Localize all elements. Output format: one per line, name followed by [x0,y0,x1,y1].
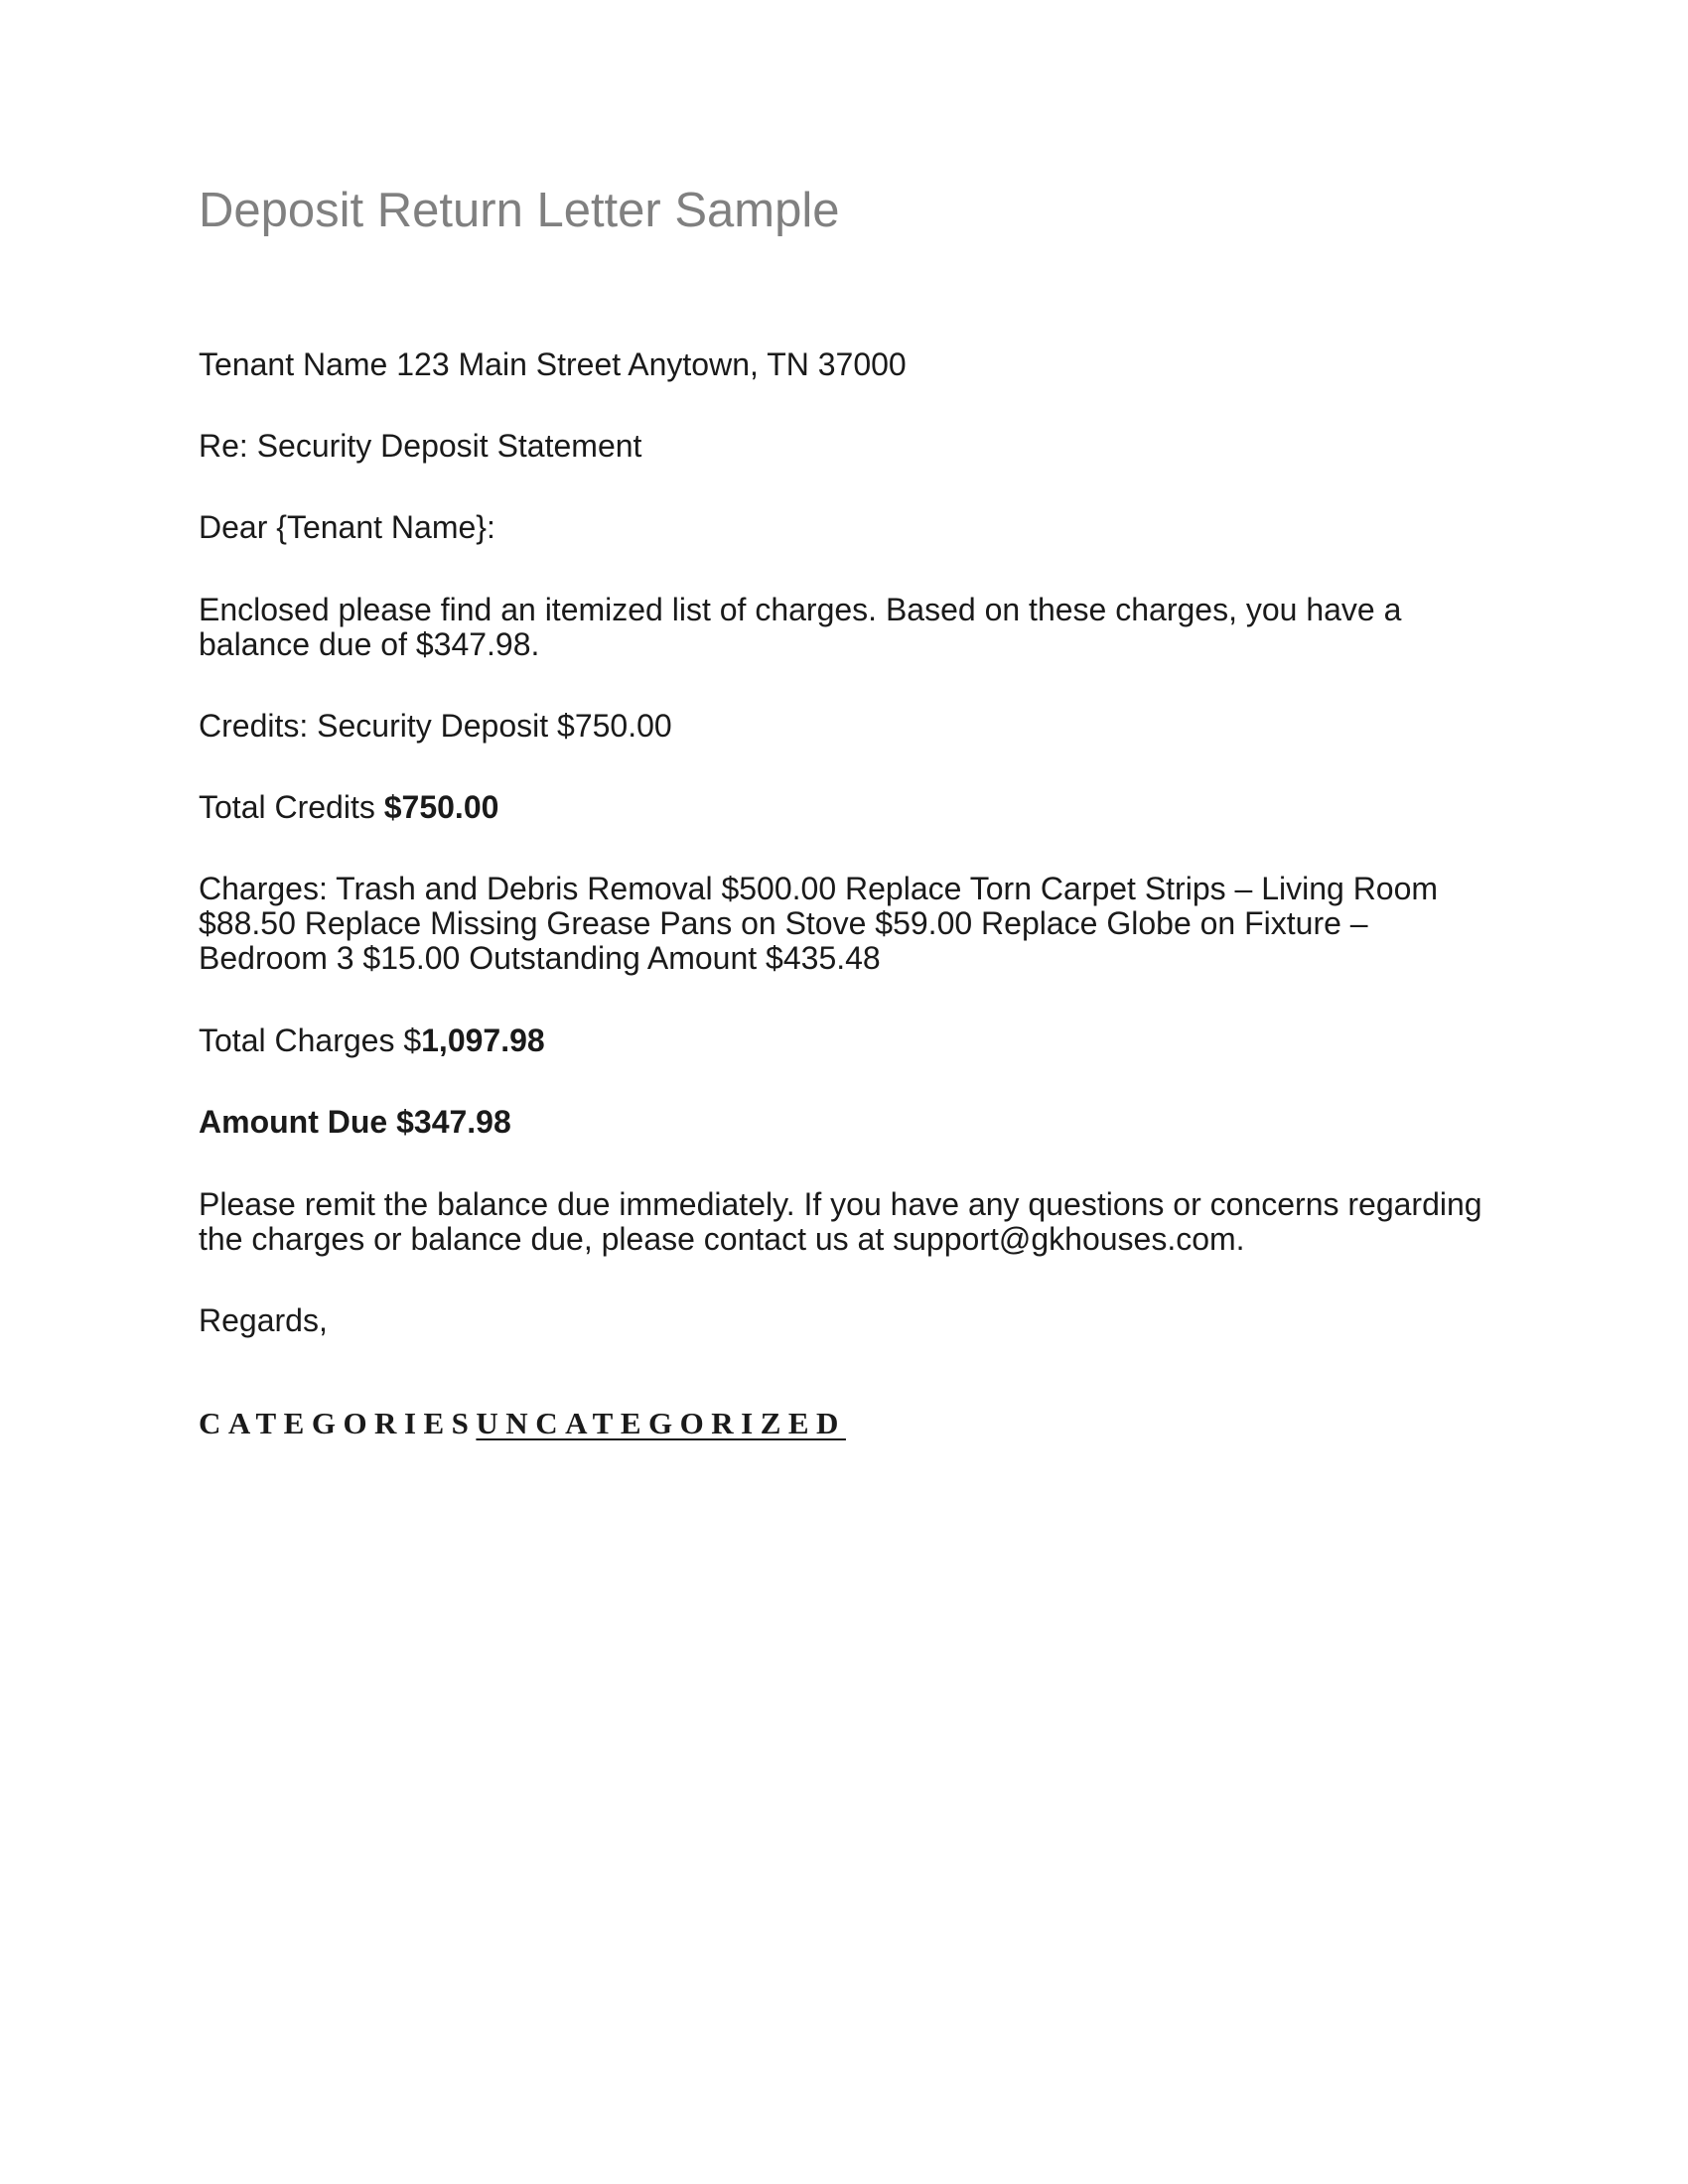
re-line: Re: Security Deposit Statement [199,428,642,464]
tenant-address: Tenant Name 123 Main Street Anytown, TN 37000 [199,346,907,382]
total-credits [199,790,1489,825]
intro-paragraph: Enclosed please find an itemized list of charges. Based on these charges, you have a balance due of $347.98. [199,592,1402,662]
categories-line [199,1408,846,1438]
amount-due: Amount Due $347.98 [199,1104,511,1140]
total-charges [199,1024,1489,1058]
closing-paragraph: Please remit the balance due immediately. If you have any questions or concerns regarding the charges or balance due, please contact us at support@gkhouses.com. [199,1186,1482,1257]
credits-line: Credits: Security Deposit $750.00 [199,708,672,744]
categories-label: CATEGORIES [199,1406,477,1440]
total-credits-value: $750.00 [383,789,499,825]
sign-off: Regards, [199,1302,328,1338]
page-title: Deposit Return Letter Sample [199,184,840,237]
category-link-uncategorized[interactable]: UNCATEGORIZED [476,1406,846,1440]
total-charges-value: 1,097.98 [421,1023,545,1058]
total-credits-label: Total Credits [199,789,384,825]
total-charges-label: Total Charges $ [199,1023,422,1058]
charges-paragraph: Charges: Trash and Debris Removal $500.00 Replace Torn Carpet Strips – Living Room $88.50 Replace Missing Grease Pans on Stove $59.00 Replace Globe on Fixture – Bedroom 3 $15.00 Outstanding Amount $435.48 [199,871,1439,976]
salutation: Dear {Tenant Name}: [199,509,495,545]
